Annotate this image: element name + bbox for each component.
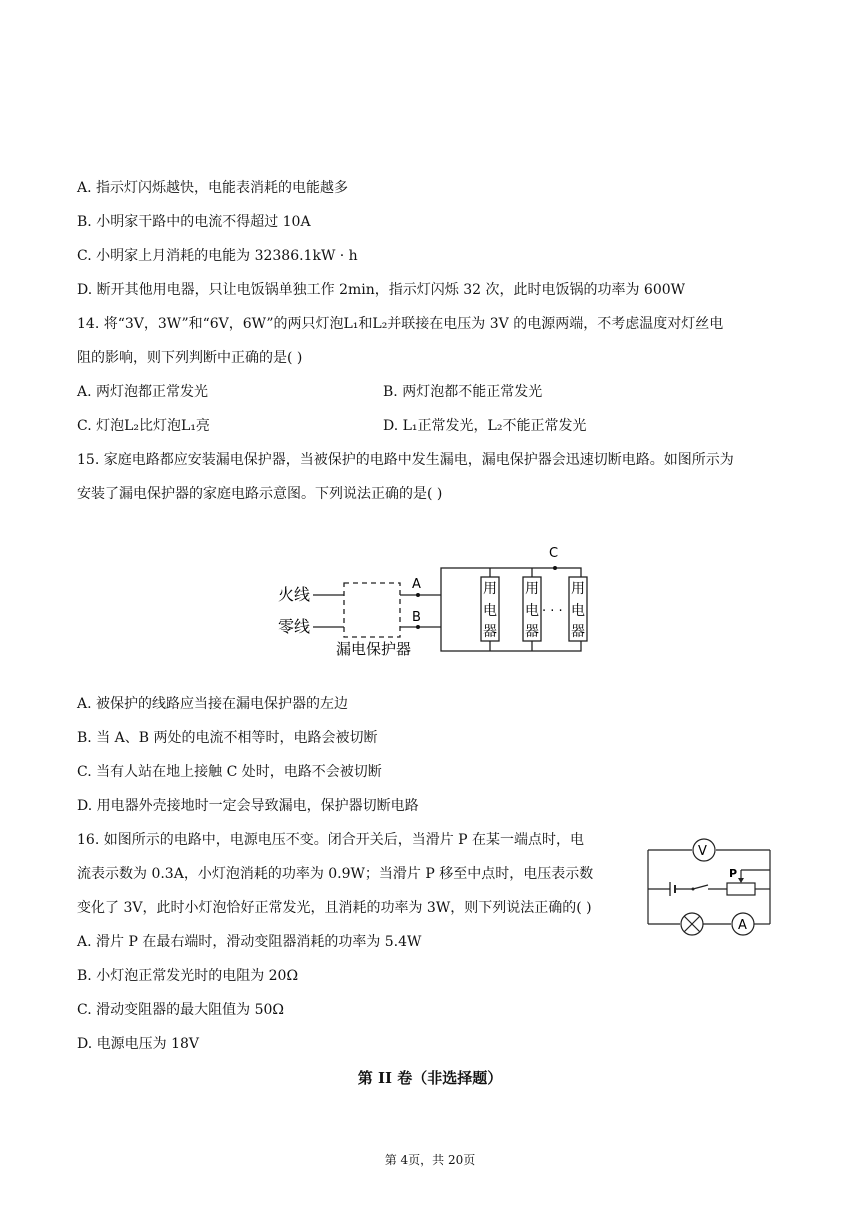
q13-option-c: C. 小明家上月消耗的电能为 32386.1kW · h	[77, 248, 358, 264]
q14-option-b: B. 两灯泡都不能正常发光	[383, 384, 543, 400]
protector-label: 漏电保护器	[336, 640, 412, 658]
q14-option-d: D. L₁正常发光，L₂不能正常发光	[383, 418, 587, 434]
q16-stem-line2: 流表示数为 0.3A，小灯泡消耗的功率为 0.9W；当滑片 P 移至中点时，电压表示数	[77, 866, 594, 882]
appliance-3-char-3: 器	[571, 624, 585, 640]
q13-option-b: B. 小明家干路中的电流不得超过 10A	[77, 214, 311, 230]
q16-stem-line1: 16. 如图所示的电路中，电源电压不变。闭合开关后，当滑片 P 在某一端点时，电	[77, 832, 585, 848]
appliance-ellipsis: · · ·	[542, 604, 563, 619]
point-c-dot	[553, 566, 557, 570]
q14-stem-line2: 阻的影响，则下列判断中正确的是( )	[77, 350, 303, 366]
slider-circuit-figure	[642, 836, 777, 942]
point-a-dot	[416, 593, 420, 597]
point-a-label: A	[412, 577, 421, 592]
leakage-protector-box	[344, 583, 400, 637]
appliance-3-char-1: 用	[571, 581, 585, 597]
q16-option-d: D. 电源电压为 18V	[77, 1036, 200, 1052]
q15-option-c: C. 当有人站在地上接触 C 处时，电路不会被切断	[77, 764, 382, 780]
q15-option-d: D. 用电器外壳接地时一定会导致漏电，保护器切断电路	[77, 798, 419, 814]
q13-option-a: A. 指示灯闪烁越快，电能表消耗的电能越多	[77, 180, 349, 196]
q16-stem-line3: 变化了 3V，此时小灯泡恰好正常发光，且消耗的功率为 3W，则下列说法正确的( )	[77, 900, 592, 916]
appliance-1-char-2: 电	[483, 603, 497, 619]
appliance-2-char-2: 电	[525, 603, 539, 619]
appliance-3-char-2: 电	[571, 603, 585, 619]
q15-stem-line1: 15. 家庭电路都应安装漏电保护器，当被保护的电路中发生漏电，漏电保护器会迅速切断电路。如图所示为	[77, 452, 734, 468]
q15-stem-line2: 安装了漏电保护器的家庭电路示意图。下列说法正确的是( )	[77, 486, 443, 502]
rheostat-icon	[727, 883, 755, 895]
appliance-1-char-3: 器	[483, 624, 497, 640]
appliance-2-char-1: 用	[525, 581, 539, 597]
q14-option-a: A. 两灯泡都正常发光	[77, 384, 209, 400]
ammeter-label: A	[738, 918, 747, 933]
q14-stem-line1: 14. 将“3V，3W”和“6V，6W”的两只灯泡L₁和L₂并联接在电压为 3V 的电源两端，不考虑温度对灯丝电	[77, 316, 724, 332]
appliance-2-char-3: 器	[525, 624, 539, 640]
section-title: 第 II 卷（非选择题）	[357, 1069, 503, 1087]
slider-p-label: P	[729, 867, 738, 880]
q15-option-b: B. 当 A、B 两处的电流不相等时，电路会被切断	[77, 730, 378, 746]
q13-option-d: D. 断开其他用电器，只让电饭锅单独工作 2min，指示灯闪烁 32 次，此时电饭锅的功率为 600W	[77, 282, 686, 298]
q16-option-a: A. 滑片 P 在最右端时，滑动变阻器消耗的功率为 5.4W	[77, 934, 422, 950]
page-footer: 第 4页，共 20页	[384, 1153, 476, 1167]
q15-option-a: A. 被保护的线路应当接在漏电保护器的左边	[77, 696, 349, 712]
q16-option-c: C. 滑动变阻器的最大阻值为 50Ω	[77, 1002, 284, 1018]
neutral-wire-label: 零线	[278, 617, 311, 636]
appliance-1-char-1: 用	[483, 581, 497, 597]
live-wire-label: 火线	[278, 585, 311, 604]
point-c-label: C	[549, 546, 559, 561]
leakage-protector-circuit-figure	[268, 540, 598, 665]
q16-option-b: B. 小灯泡正常发光时的电阻为 20Ω	[77, 968, 299, 984]
point-b-label: B	[412, 610, 421, 625]
point-b-dot	[416, 625, 420, 629]
voltmeter-label: V	[698, 844, 707, 859]
q14-option-c: C. 灯泡L₂比灯泡L₁亮	[77, 418, 210, 434]
